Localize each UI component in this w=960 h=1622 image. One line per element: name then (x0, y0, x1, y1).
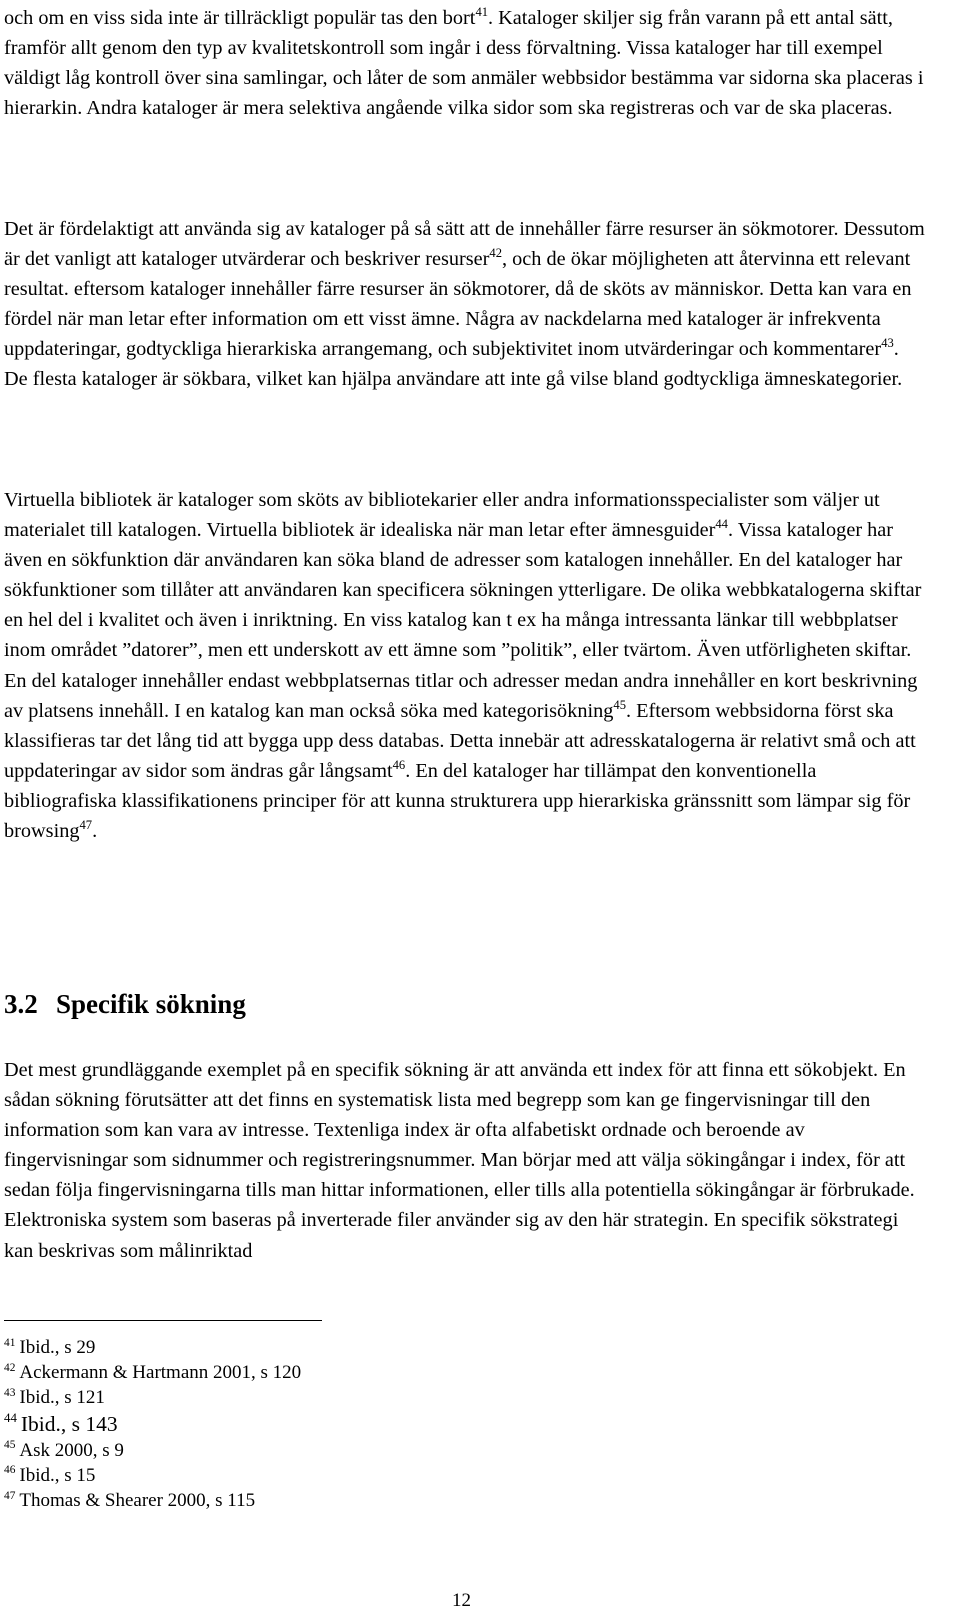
footnote-ref: 43 (881, 336, 894, 351)
section-heading (4, 988, 246, 1020)
footnote-41 (4, 1335, 301, 1360)
footnote-text: Ibid., s 15 (19, 1464, 96, 1486)
paragraph-text: Det mest grundläggande exemplet på en specifik sökning är att använda ett index för att finna ett sökobjekt. En sådan sökning förutsätter att det finns en systematisk lista med begrepp som kan ge fingervisningar till den information som kan vara av intresse. Textenliga index är ofta alfabetiskt ordnade och beroende av fingervisningar som sidnummer och registreringsnummer. Man börjar med att välja sökingångar i index, för att sedan följa fingervisningarna tills man hittar informationen, eller tills alla potentiella sökingångar är förbrukade. Elektroniska system som baseras på inverterade filer använder sig av den här strategin. En specifik sökstrategi kan beskrivas som målinriktad (4, 1059, 915, 1262)
paragraph-text: . Vissa kataloger har även en sökfunktion där användaren kan söka bland de adresser som katalogen innehåller. En del kataloger har sökfunktioner som tillåter att användaren kan specificera sökningen ytterligare. De olika webbkatalogerna skiftar en hel del i kvalitet och även i inriktning. En viss katalog kan t ex ha många intressanta länkar till webbplatser inom området ”datorer”, men ett underskott av ett ämne som ”politik”, eller tvärtom. Även utförligheten skiftar. En del kataloger innehåller endast webbplatsernas titlar och adresser medan andra innehåller en kort beskrivning av platsens innehåll. I en katalog kan man också söka med kategorisökning (4, 519, 922, 722)
paragraph-text: . Kataloger skiljer sig från varann på ett antal sätt, framför allt genom den typ av kvalitetskontroll som ingår i dess förvaltning. Vissa kataloger har till exempel väldigt låg kontroll över sina samlingar, och låter de som anmäler webbsidor bestämma var sidorna ska placeras i hierarkin. Andra kataloger är mera selektiva angående vilka sidor som ska registreras och var de ska placeras. (4, 7, 924, 120)
footnote-text: Ask 2000, s 9 (19, 1439, 124, 1461)
footnote-43 (4, 1385, 301, 1410)
footnote-number: 45 (4, 1439, 16, 1452)
footnote-number: 41 (4, 1336, 16, 1349)
paragraph-4 (4, 1055, 926, 1266)
footnote-ref: 44 (715, 517, 728, 532)
footnote-number: 44 (4, 1411, 17, 1426)
footnote-list (4, 1335, 301, 1513)
footnote-text: Ibid., s 29 (19, 1337, 96, 1358)
footnote-46 (4, 1463, 301, 1488)
paragraph-text: . De flesta kataloger är sökbara, vilket kan hjälpa användare att inte gå vilse bland godtyckliga ämneskategorier. (4, 338, 903, 391)
footnote-42 (4, 1360, 301, 1385)
section-number: 3.2 (4, 989, 38, 1019)
paragraph-text: Virtuella bibliotek är kataloger som sköts av bibliotekarier eller andra informationsspecialister som väljer ut materialet till katalogen. Virtuella bibliotek är idealiska när man letar efter ämnesguider (4, 489, 880, 542)
footnote-text: Ibid., s 143 (20, 1411, 118, 1436)
paragraph-text: . Eftersom webbsidorna först ska klassifieras tar det lång tid att bygga upp dess databas. Detta innebär att adresskatalogerna är relativt små och att uppdateringar av sidor som ändras går långsamt (4, 699, 916, 782)
footnote-45 (4, 1438, 301, 1463)
paragraph-3 (4, 485, 926, 846)
footnote-text: Ibid., s 121 (19, 1387, 105, 1409)
paragraph-text: och om en viss sida inte är tillräckligt populär tas den bort (4, 7, 476, 29)
section-title: Specifik sökning (56, 989, 246, 1019)
footnote-ref: 46 (392, 758, 406, 773)
footnote-ref: 42 (489, 246, 502, 261)
paragraph-text: , och de ökar möjligheten att återvinna ett relevant resultat. eftersom kataloger innehåller färre resurser än sökmotorer, då de sköts av människor. Detta kan vara en fördel när man letar efter information om ett visst ämne. Några av nackdelarna med kataloger är infrekventa uppdateringar, godtyckliga hierarkiska arrangemang, och subjektivitet inom utvärderingar och kommentarer (4, 248, 912, 361)
paragraph-text: Det är fördelaktigt att använda sig av kataloger på så sätt att de innehåller färre resurser än sökmotorer. Dessutom är det vanligt att kataloger utvärderar och beskriver resurser (4, 218, 925, 271)
footnote-number: 47 (4, 1489, 16, 1502)
footnote-number: 42 (4, 1361, 16, 1374)
footnote-text: Ackermann & Hartmann 2001, s 120 (19, 1362, 302, 1384)
paragraph-text: . (92, 820, 98, 843)
page-number: 12 (452, 1590, 471, 1611)
footnote-number: 43 (4, 1387, 16, 1400)
footnote-separator (4, 1320, 322, 1321)
footnote-ref: 41 (475, 5, 489, 20)
footnote-47 (4, 1488, 301, 1513)
footnote-44 (4, 1411, 301, 1438)
footnote-ref: 45 (613, 697, 626, 712)
paragraph-2 (4, 214, 926, 395)
footnote-number: 46 (4, 1464, 16, 1477)
footnote-text: Thomas & Shearer 2000, s 115 (19, 1490, 256, 1512)
paragraph-1 (4, 3, 926, 123)
paragraph-text: . En del kataloger har tillämpat den konventionella bibliografiska klassifikationens principer för att kunna strukturera upp hierarkiska gränssnitt som lämpar sig för browsing (4, 759, 911, 843)
footnote-ref: 47 (79, 818, 93, 833)
